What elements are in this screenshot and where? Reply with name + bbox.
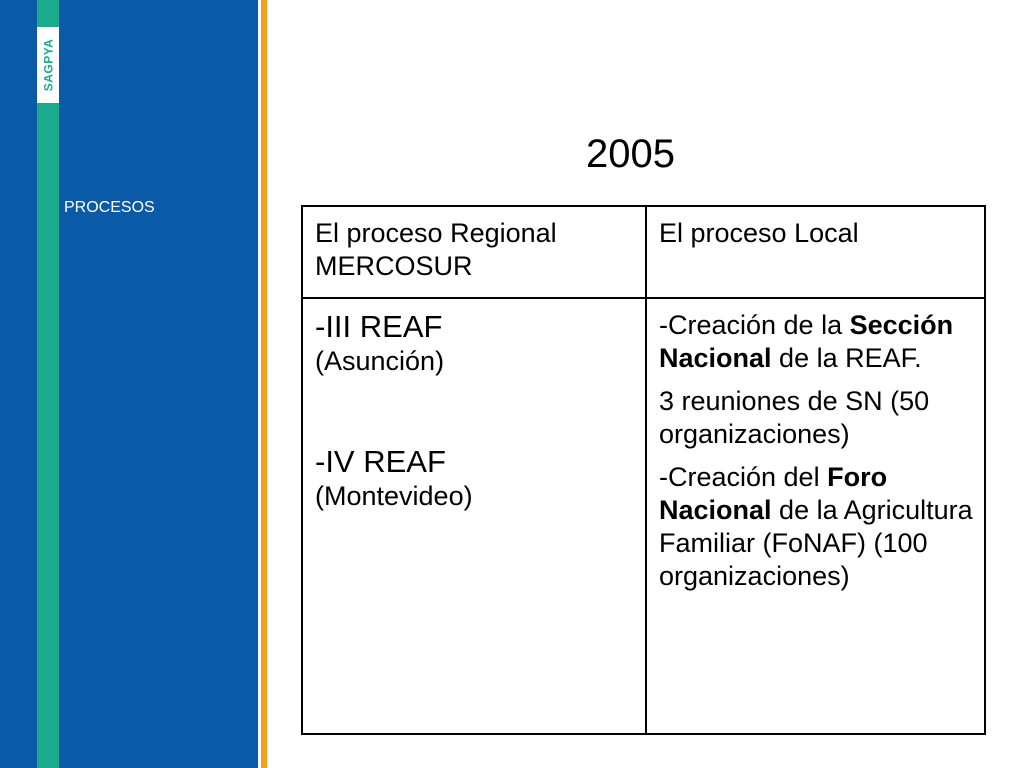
sidebar-blue-band: [0, 0, 37, 768]
local-item-1-text: -Creación de la: [659, 310, 850, 340]
local-item-3-tail: de la Agricultura Familiar (FoNAF) (100 organizaciones): [659, 495, 973, 591]
slide-title: 2005: [586, 132, 675, 176]
local-item-1-tail: de la REAF.: [771, 343, 922, 373]
table-header-row: [302, 206, 985, 298]
regional-item-2-location: (Montevideo): [315, 481, 473, 511]
local-item-1: [659, 309, 974, 375]
sidebar-orange-stripe: [261, 0, 267, 768]
logo-text: SAGPYA: [41, 38, 56, 92]
local-item-3: [659, 461, 974, 593]
cell-regional: [302, 298, 646, 734]
regional-item-1: -III REAF: [315, 309, 443, 344]
process-table: [301, 205, 986, 735]
local-item-2: 3 reuniones de SN (50 organizaciones): [659, 386, 930, 449]
sidebar-panel: [59, 0, 258, 768]
sidebar-green-band: [37, 0, 59, 768]
spacer: [315, 378, 635, 444]
cell-local: [646, 298, 985, 734]
header-local: El proceso Local: [646, 206, 985, 298]
local-item-3-bold: Foro Nacional: [659, 462, 888, 525]
sagpya-logo: [37, 27, 59, 103]
local-item-1-bold: Sección Nacional: [659, 310, 954, 373]
table-row: [302, 298, 985, 734]
regional-item-1-location: (Asunción): [315, 346, 445, 376]
header-regional: El proceso Regional MERCOSUR: [302, 206, 646, 298]
section-label: PROCESOS: [64, 199, 155, 216]
local-item-3-text: -Creación del: [659, 462, 828, 492]
regional-item-2: -IV REAF: [315, 444, 446, 479]
